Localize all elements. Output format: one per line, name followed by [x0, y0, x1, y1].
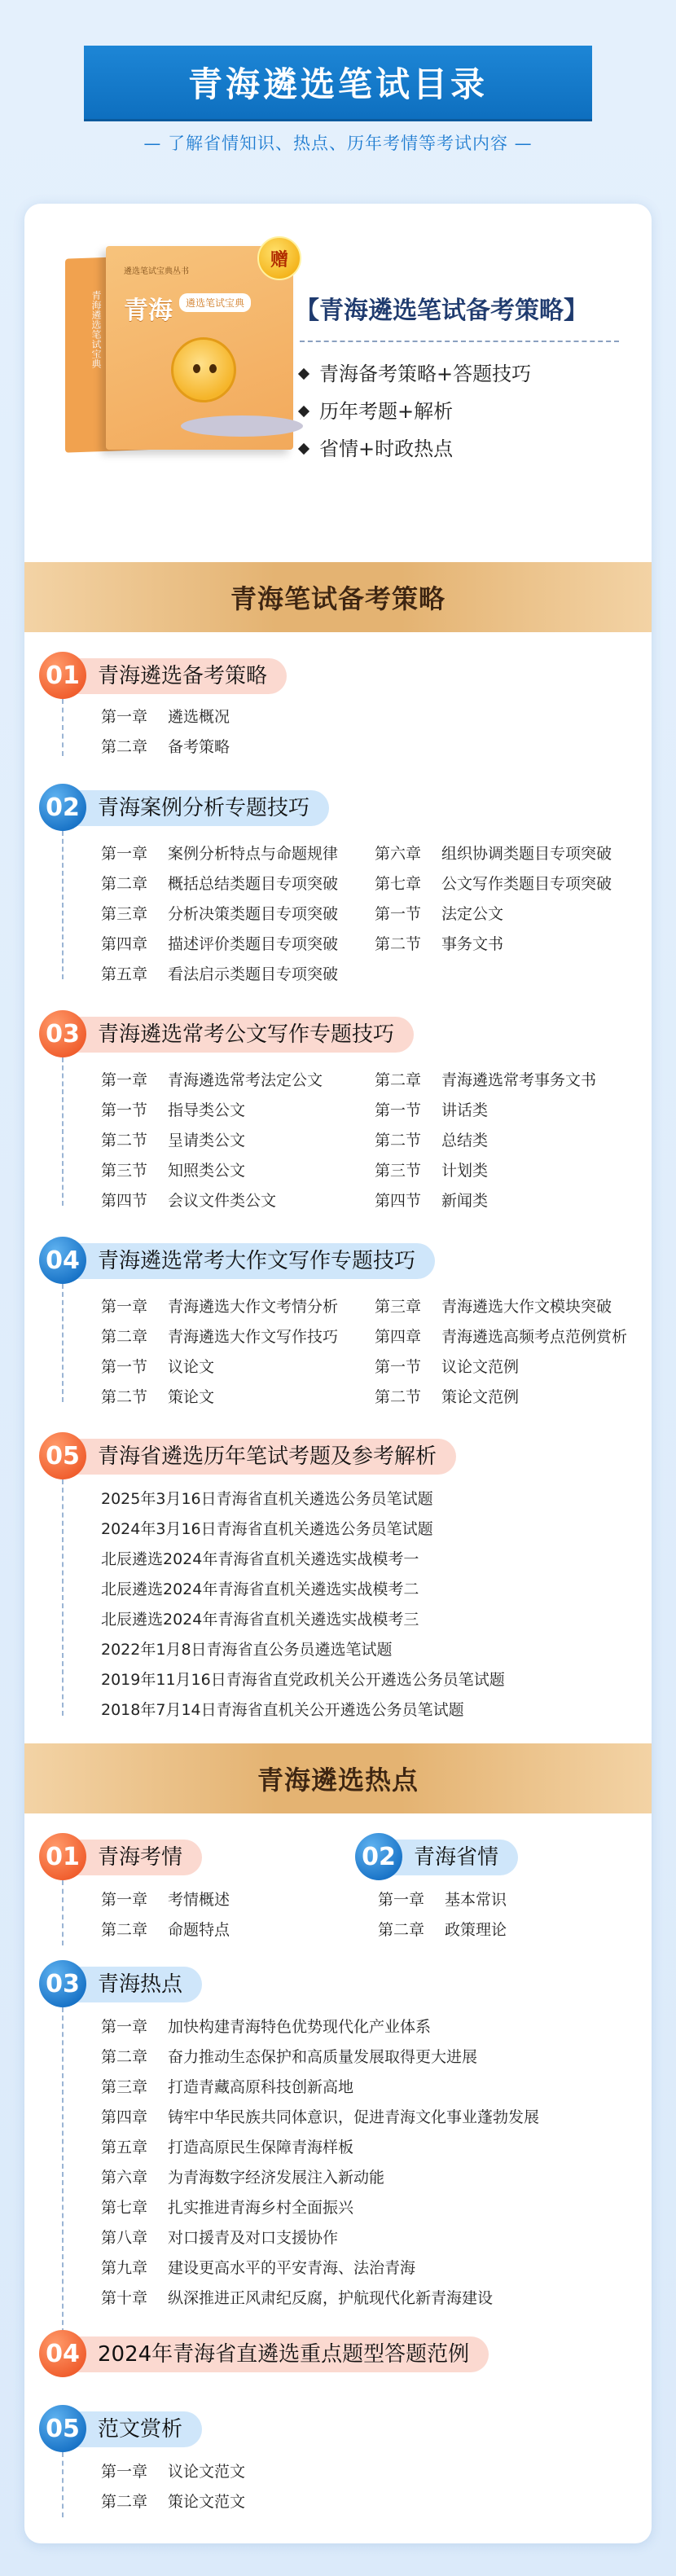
- book-front-cover: [106, 246, 293, 450]
- list-item: 第四章 铸牢中华民族共同体意识，促进青海文化事业蓬勃发展: [101, 2108, 540, 2126]
- section-number-badge: 03: [39, 1960, 86, 2007]
- list-item: 第四节 会议文件类公文: [101, 1192, 277, 1210]
- list-item: 第三章 打造青藏高原科技创新高地: [101, 2078, 354, 2096]
- section-02: [39, 784, 642, 987]
- section-number-badge: 01: [39, 652, 86, 699]
- list-item: 第二节 策论文范例: [375, 1388, 520, 1406]
- list-item: 第六章 组织协调类题目专项突破: [375, 845, 612, 863]
- list-item: 青海备考策略+答题技巧: [300, 355, 531, 393]
- list-item: 第二章 概括总结类题目专项突破: [101, 875, 339, 893]
- list-item: 第二节 总结类: [375, 1132, 489, 1150]
- hotspot-section-01: [39, 1833, 349, 1947]
- section-number-badge: 05: [39, 1432, 86, 1479]
- section-title: 青海遴选常考大作文写作专题技巧: [65, 1243, 435, 1279]
- list-item: 第一章 青海遴选常考法定公文: [101, 1071, 323, 1089]
- hotspot-section-03: [39, 1960, 642, 2319]
- section-banner-strategy: 青海笔试备考策略: [24, 562, 652, 632]
- book-series-label: 遴选笔试宝典: [179, 293, 251, 312]
- book-illustration: [54, 236, 298, 473]
- list-item: 北辰遴选2024年青海省直机关遴选实战模考二: [101, 1580, 419, 1598]
- section-number-badge: 05: [39, 2405, 86, 2452]
- list-item: 第一节 法定公文: [375, 905, 504, 923]
- list-item: 第三节 知照类公文: [101, 1162, 246, 1180]
- section-title: 青海省情: [381, 1840, 518, 1875]
- list-item: 第二章 政策理论: [378, 1921, 507, 1939]
- list-item: 第一章 加快构建青海特色优势现代化产业体系: [101, 2018, 432, 2036]
- section-title: 青海省遴选历年笔试考题及参考解析: [65, 1439, 456, 1475]
- divider: [300, 341, 619, 342]
- section-title: 青海遴选备考策略: [65, 658, 287, 694]
- section-title: 青海考情: [65, 1840, 202, 1875]
- list-item: 2024年3月16日青海省直机关遴选公务员笔试题: [101, 1520, 433, 1538]
- list-item: 第一章 议论文范文: [101, 2463, 246, 2481]
- list-item: 第六章 为青海数字经济发展注入新动能: [101, 2169, 385, 2187]
- book-ground-shape: [181, 415, 303, 437]
- diamond-bullet-icon: [298, 406, 309, 417]
- list-item: 第五章 打造高原民生保障青海样板: [101, 2139, 354, 2156]
- section-number-badge: 02: [355, 1833, 402, 1880]
- list-item: 北辰遴选2024年青海省直机关遴选实战模考三: [101, 1611, 419, 1629]
- list-item: 第一章 遴选概况: [101, 708, 230, 726]
- list-item: 第一章 案例分析特点与命题规律: [101, 845, 339, 863]
- list-item: 第三章 分析决策类题目专项突破: [101, 905, 339, 923]
- list-item: 第七章 公文写作类题目专项突破: [375, 875, 612, 893]
- strategy-list: [300, 355, 531, 468]
- list-item: 2019年11月16日青海省直党政机关公开遴选公务员笔试题: [101, 1671, 505, 1689]
- mascot-icon: [171, 337, 236, 402]
- hotspot-section-02: [355, 1833, 632, 1947]
- list-item: 第十章 纵深推进正风肃纪反腐，护航现代化新青海建设: [101, 2289, 494, 2307]
- book-spine-text: 青海遴选笔试宝典: [90, 290, 102, 369]
- page-title: 青海遴选笔试目录: [84, 46, 592, 119]
- hotspot-section-04: [39, 2330, 642, 2387]
- page-subtitle: — 了解省情知识、热点、历年考情等考试内容 —: [143, 134, 533, 153]
- section-title: 青海遴选常考公文写作专题技巧: [65, 1017, 414, 1053]
- section-number-badge: 04: [39, 1237, 86, 1284]
- gift-badge-icon: 赠: [257, 236, 301, 280]
- list-item: 第一节 议论文: [101, 1358, 215, 1376]
- list-item: 第二节 策论文: [101, 1388, 215, 1406]
- list-item: 第四节 新闻类: [375, 1192, 489, 1210]
- section-title: 范文赏析: [65, 2411, 202, 2447]
- list-item: 第二章 策论文范文: [101, 2493, 246, 2511]
- list-item: 第二章 奋力推动生态保护和高质量发展取得更大进展: [101, 2048, 478, 2066]
- list-item: 北辰遴选2024年青海省直机关遴选实战模考一: [101, 1550, 419, 1568]
- list-item: 2018年7月14日青海省直机关公开遴选公务员笔试题: [101, 1701, 464, 1719]
- list-item: 第一节 指导类公文: [101, 1101, 246, 1119]
- list-item: 历年考题+解析: [300, 393, 531, 430]
- list-item: 第四章 描述评价类题目专项突破: [101, 935, 339, 953]
- list-item: 省情+时政热点: [300, 430, 531, 468]
- catalog-card: [24, 204, 652, 2543]
- section-04: [39, 1237, 642, 1408]
- strategy-box-title: 【青海遴选笔试备考策略】: [295, 297, 588, 325]
- list-item: 第三章 青海遴选大作文模块突破: [375, 1298, 612, 1316]
- list-item: 第二节 呈请类公文: [101, 1132, 246, 1150]
- list-item: 第四章 青海遴选高频考点范例赏析: [375, 1328, 628, 1346]
- list-item: 第一节 讲话类: [375, 1101, 489, 1119]
- section-title: 青海案例分析专题技巧: [65, 790, 329, 826]
- list-item: 第二节 事务文书: [375, 935, 504, 953]
- list-item: 2025年3月16日青海省直机关遴选公务员笔试题: [101, 1490, 433, 1508]
- list-item: 第二章 备考策略: [101, 738, 230, 756]
- section-number-badge: 01: [39, 1833, 86, 1880]
- diamond-bullet-icon: [298, 368, 309, 380]
- list-item: 第九章 建设更高水平的平安青海、法治青海: [101, 2259, 416, 2277]
- list-item: 第一章 青海遴选大作文考情分析: [101, 1298, 339, 1316]
- list-item: 第二章 青海遴选常考事务文书: [375, 1071, 597, 1089]
- list-item: 2022年1月8日青海省直公务员遴选笔试题: [101, 1641, 393, 1659]
- list-item: 第一章 考情概述: [101, 1891, 230, 1909]
- list-item: 第二章 命题特点: [101, 1921, 230, 1939]
- list-item: 第一章 基本常识: [378, 1891, 507, 1909]
- list-item: 第二章 青海遴选大作文写作技巧: [101, 1328, 339, 1346]
- section-banner-hotspots: 青海遴选热点: [24, 1743, 652, 1813]
- section-title: 2024年青海省直遴选重点题型答题范例: [65, 2336, 489, 2372]
- hotspot-section-05: [39, 2405, 642, 2527]
- section-number-badge: 03: [39, 1010, 86, 1057]
- section-number-badge: 02: [39, 784, 86, 831]
- book-cover-title: 青海: [124, 297, 173, 325]
- section-title: 青海热点: [65, 1967, 202, 2002]
- section-number-badge: 04: [39, 2330, 86, 2377]
- list-item: 第七章 扎实推进青海乡村全面振兴: [101, 2199, 354, 2217]
- list-item: 第五章 看法启示类题目专项突破: [101, 965, 339, 983]
- list-item: 第一节 议论文范例: [375, 1358, 520, 1376]
- section-05: [39, 1432, 642, 1725]
- list-item: 第八章 对口援青及对口支援协作: [101, 2229, 339, 2247]
- list-item: 第三节 计划类: [375, 1162, 489, 1180]
- section-01: [39, 652, 642, 766]
- section-03: [39, 1010, 642, 1214]
- book-brand: 遴选笔试宝典丛书: [124, 267, 189, 276]
- diamond-bullet-icon: [298, 443, 309, 455]
